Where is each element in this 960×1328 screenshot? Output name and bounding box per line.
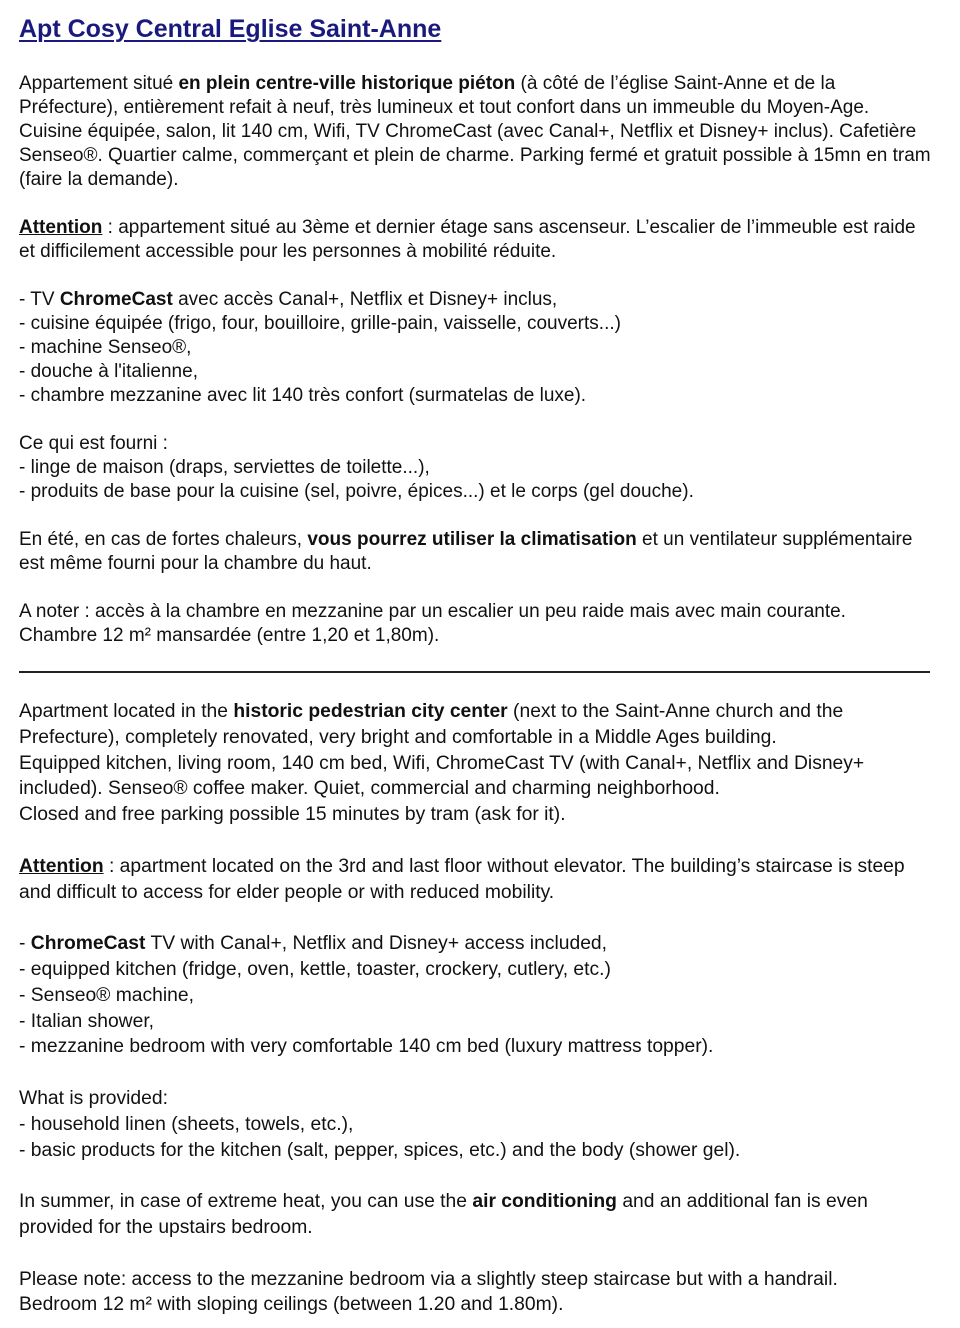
fr-feature-item: - cuisine équipée (frigo, four, bouilloire, grille-pain, vaisselle, couverts...) xyxy=(19,313,621,334)
fr-intro-text-2: (à côté de l’église Saint-Anne et de la Préfecture), entièrement refait à neuf, très lumineux et tout confort dans un immeuble du Moyen-Age. Cuisine équipée, salon, lit 140 cm, Wifi, TV ChromeCast (avec Canal+, Netflix et Disney+ inclus). Cafetière Senseo®. Quartier calme, commerçant et plein de charme. Parking fermé et gratuit possible à 15mn en tram (faire la demande). xyxy=(19,73,931,190)
en-note xyxy=(19,1267,934,1319)
section-divider xyxy=(19,671,930,673)
en-note-line: Please note: access to the mezzanine bedroom via a slightly steep staircase but with a handrail. xyxy=(19,1268,838,1290)
fr-provided-item: - produits de base pour la cuisine (sel, poivre, épices...) et le corps (gel douche). xyxy=(19,481,694,502)
fr-feature-item xyxy=(19,288,934,312)
en-summer-text-1: In summer, in case of extreme heat, you can use the xyxy=(19,1191,473,1213)
en-intro-text-1: Apartment located in the xyxy=(19,701,234,722)
en-feature-item: - mezzanine bedroom with very comfortable 140 cm bed (luxury mattress topper). xyxy=(19,1036,714,1058)
fr-attention-paragraph xyxy=(19,216,934,264)
document-title: Apt Cosy Central Eglise Saint-Anne xyxy=(19,15,442,43)
en-provided-item: - basic products for the kitchen (salt, pepper, spices, etc.) and the body (shower gel). xyxy=(19,1139,741,1161)
fr-features-list xyxy=(19,288,934,408)
en-intro-text-2: (next to the Saint-Anne church and the Prefecture), completely renovated, very bright and comfortable in a Middle Ages building. xyxy=(19,701,844,748)
en-feature-1-bold: ChromeCast xyxy=(30,933,146,955)
en-feature-item: - Italian shower, xyxy=(19,1010,155,1032)
fr-attention-text: : appartement situé au 3ème et dernier étage sans ascenseur. L’escalier de l’immeuble est raide et difficilement accessible pour les personnes à mobilité réduite. xyxy=(19,217,916,262)
en-provided-list xyxy=(19,1086,934,1163)
fr-provided-list xyxy=(19,432,934,504)
fr-summer-text-2: et un ventilateur supplémentaire est même fourni pour la chambre du haut. xyxy=(19,529,913,574)
en-attention-paragraph xyxy=(19,854,934,906)
en-attention-label: Attention xyxy=(19,855,104,877)
en-intro-line: Equipped kitchen, living room, 140 cm bed, Wifi, ChromeCast TV (with Canal+, Netflix and Disney+ included). Senseo® coffee maker. Quiet, commercial and charming neighborhood. xyxy=(19,752,865,800)
fr-feature-1-prefix: - TV xyxy=(19,289,60,310)
en-intro-line: Closed and free parking possible 15 minutes by tram (ask for it). xyxy=(19,804,566,826)
en-features-list xyxy=(19,931,934,1060)
en-feature-item: - Senseo® machine, xyxy=(19,984,194,1006)
en-provided-heading: What is provided: xyxy=(19,1087,168,1109)
fr-attention-label: Attention xyxy=(19,217,103,238)
fr-intro-text-1: Appartement situé xyxy=(19,73,179,94)
fr-feature-item: - douche à l'italienne, xyxy=(19,361,198,382)
en-feature-1-prefix: - xyxy=(19,933,31,955)
en-provided-item: - household linen (sheets, towels, etc.), xyxy=(19,1113,354,1135)
fr-summer-bold: vous pourrez utiliser la climatisation xyxy=(307,529,637,550)
french-section xyxy=(19,72,934,648)
fr-note xyxy=(19,600,934,648)
en-summer-text-2: and an additional fan is even provided for the upstairs bedroom. xyxy=(19,1191,868,1238)
document-page xyxy=(19,12,934,1318)
fr-note-line: Chambre 12 m² mansardée (entre 1,20 et 1,80m). xyxy=(19,625,440,646)
en-feature-item xyxy=(19,931,934,957)
fr-summer-paragraph xyxy=(19,528,934,576)
en-summer-paragraph xyxy=(19,1189,934,1241)
fr-feature-1-bold: ChromeCast xyxy=(59,289,173,310)
english-section xyxy=(19,699,934,1318)
fr-intro-bold: en plein centre-ville historique piéton xyxy=(178,73,516,94)
fr-intro-paragraph xyxy=(19,72,934,192)
fr-feature-item: - chambre mezzanine avec lit 140 très confort (surmatelas de luxe). xyxy=(19,385,587,406)
fr-provided-item: - linge de maison (draps, serviettes de toilette...), xyxy=(19,457,430,478)
fr-note-line: A noter : accès à la chambre en mezzanine par un escalier un peu raide mais avec main courante. xyxy=(19,601,846,622)
fr-feature-1-suffix: avec accès Canal+, Netflix et Disney+ inclus, xyxy=(172,289,558,310)
fr-summer-text-1: En été, en cas de fortes chaleurs, xyxy=(19,529,308,550)
en-attention-text: : apartment located on the 3rd and last floor without elevator. The building’s staircase is steep and difficult to access for elder people or with reduced mobility. xyxy=(19,855,905,903)
fr-provided-heading: Ce qui est fourni : xyxy=(19,433,168,454)
en-note-line: Bedroom 12 m² with sloping ceilings (between 1.20 and 1.80m). xyxy=(19,1294,564,1316)
en-intro-paragraph xyxy=(19,699,934,751)
en-feature-item: - equipped kitchen (fridge, oven, kettle, toaster, crockery, cutlery, etc.) xyxy=(19,958,611,980)
en-feature-1-suffix: TV with Canal+, Netflix and Disney+ access included, xyxy=(145,933,607,955)
en-intro-bold: historic pedestrian city center xyxy=(233,701,508,722)
en-summer-bold: air conditioning xyxy=(472,1191,617,1213)
fr-feature-item: - machine Senseo®, xyxy=(19,337,192,358)
